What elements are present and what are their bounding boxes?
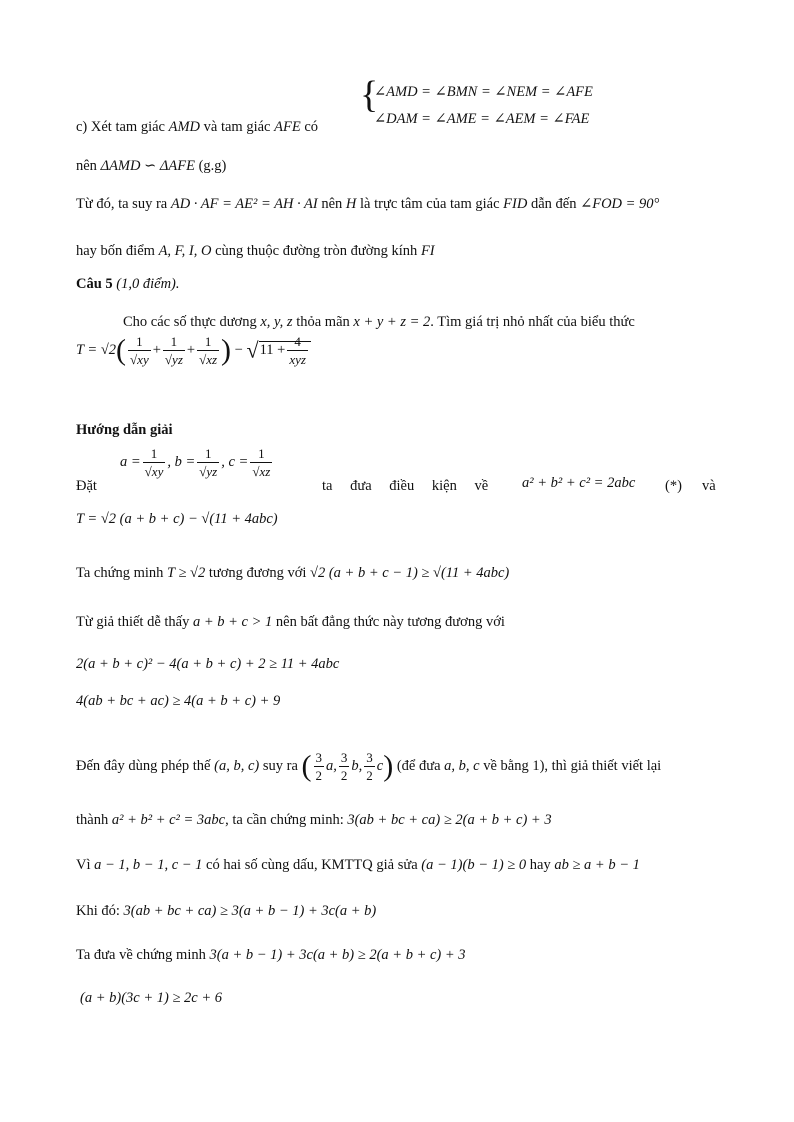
line-phep-the: Đến đây dùng phép thế (a, b, c) suy ra ( $\frac{3}{2}$ a, $\frac{3}{2}$ b, $\frac{3}{2}$ c) (để đưa a, b, c về bằng 1), thì giả thiết viết lại — [76, 749, 662, 783]
inequality-2: 4(ab + bc + ac) ≥ 4(a + b + c) + 9 — [76, 693, 281, 709]
inequality-1: 2(a + b + c)² − 4(a + b + c) + 2 ≥ 11 + 4abc — [76, 656, 340, 672]
dat-label: Đặt — [76, 478, 97, 494]
line-thanh: thành a² + b² + c² = 3abc, ta cần chứng minh: 3(ab + bc + ca) ≥ 2(a + b + c) + 3 — [76, 812, 552, 828]
substitution-fractions: a = $\frac{1}{√xy}$ , b = $\frac{1}{√yz}$ , c = $\frac{1}{√xz}$ — [120, 446, 271, 479]
line-ta-dua-ve: Ta đưa về chứng minh 3(a + b − 1) + 3c(a + b) ≥ 2(a + b + c) + 3 — [76, 947, 466, 963]
dat-equation: a² + b² + c² = 2abc — [522, 475, 636, 491]
line-problem: Cho các số thực dương x, y, z thỏa mãn x + y + z = 2. Tìm giá trị nhỏ nhất của biểu thức — [123, 314, 635, 330]
line-bon-diem: hay bốn điểm A, F, I, O cùng thuộc đường tròn đường kính FI — [76, 243, 435, 259]
inequality-last: (a + b)(3c + 1) ≥ 2c + 6 — [80, 990, 222, 1006]
dat-text: ta đưa điều kiện về — [322, 478, 489, 494]
line-khi-do: Khi đó: 3(ab + bc + ca) ≥ 3(a + b − 1) + 3c(a + b) — [76, 903, 377, 919]
section-heading: Hướng dẫn giải — [76, 422, 173, 438]
line-xet-tam-giac: c) Xét tam giác AMD và tam giác AFE có — [76, 119, 318, 135]
line-tu-do: Từ đó, ta suy ra AD · AF = AE² = AH · AI nên H là trực tâm của tam giác FID dẫn đến ∠FOD = 90° — [76, 196, 660, 212]
line-similar: nên ΔAMD ∽ ΔAFE (g.g) — [76, 158, 227, 174]
line-gia-thiet: Từ giả thiết dễ thấy a + b + c > 1 nên bất đẳng thức này tương đương với — [76, 614, 505, 630]
expression-T2: T = √2 (a + b + c) − √(11 + 4abc) — [76, 511, 278, 527]
cau5-heading: Câu 5 (1,0 điểm). — [76, 276, 180, 292]
dat-va: và — [702, 478, 716, 494]
expression-T: T = √2( $\frac{1}{√xy}$ + $\frac{1}{√yz}$ + $\frac{1}{√xz}$ ) − √11 + $\frac{4}{\text{xyz}}$ — [76, 334, 311, 367]
dat-star: (*) — [665, 478, 682, 494]
system-brace: { — [360, 74, 379, 116]
system-line-1: ∠AMD = ∠BMN = ∠NEM = ∠AFE — [374, 84, 593, 100]
line-chung-minh: Ta chứng minh T ≥ √2 tương đương với √2 (a + b + c − 1) ≥ √(11 + 4abc) — [76, 565, 510, 581]
system-line-2: ∠DAM = ∠AME = ∠AEM = ∠FAE — [374, 111, 590, 127]
line-vi: Vì a − 1, b − 1, c − 1 có hai số cùng dấu, KMTTQ giả sửa (a − 1)(b − 1) ≥ 0 hay ab ≥ a + b − 1 — [76, 857, 640, 873]
